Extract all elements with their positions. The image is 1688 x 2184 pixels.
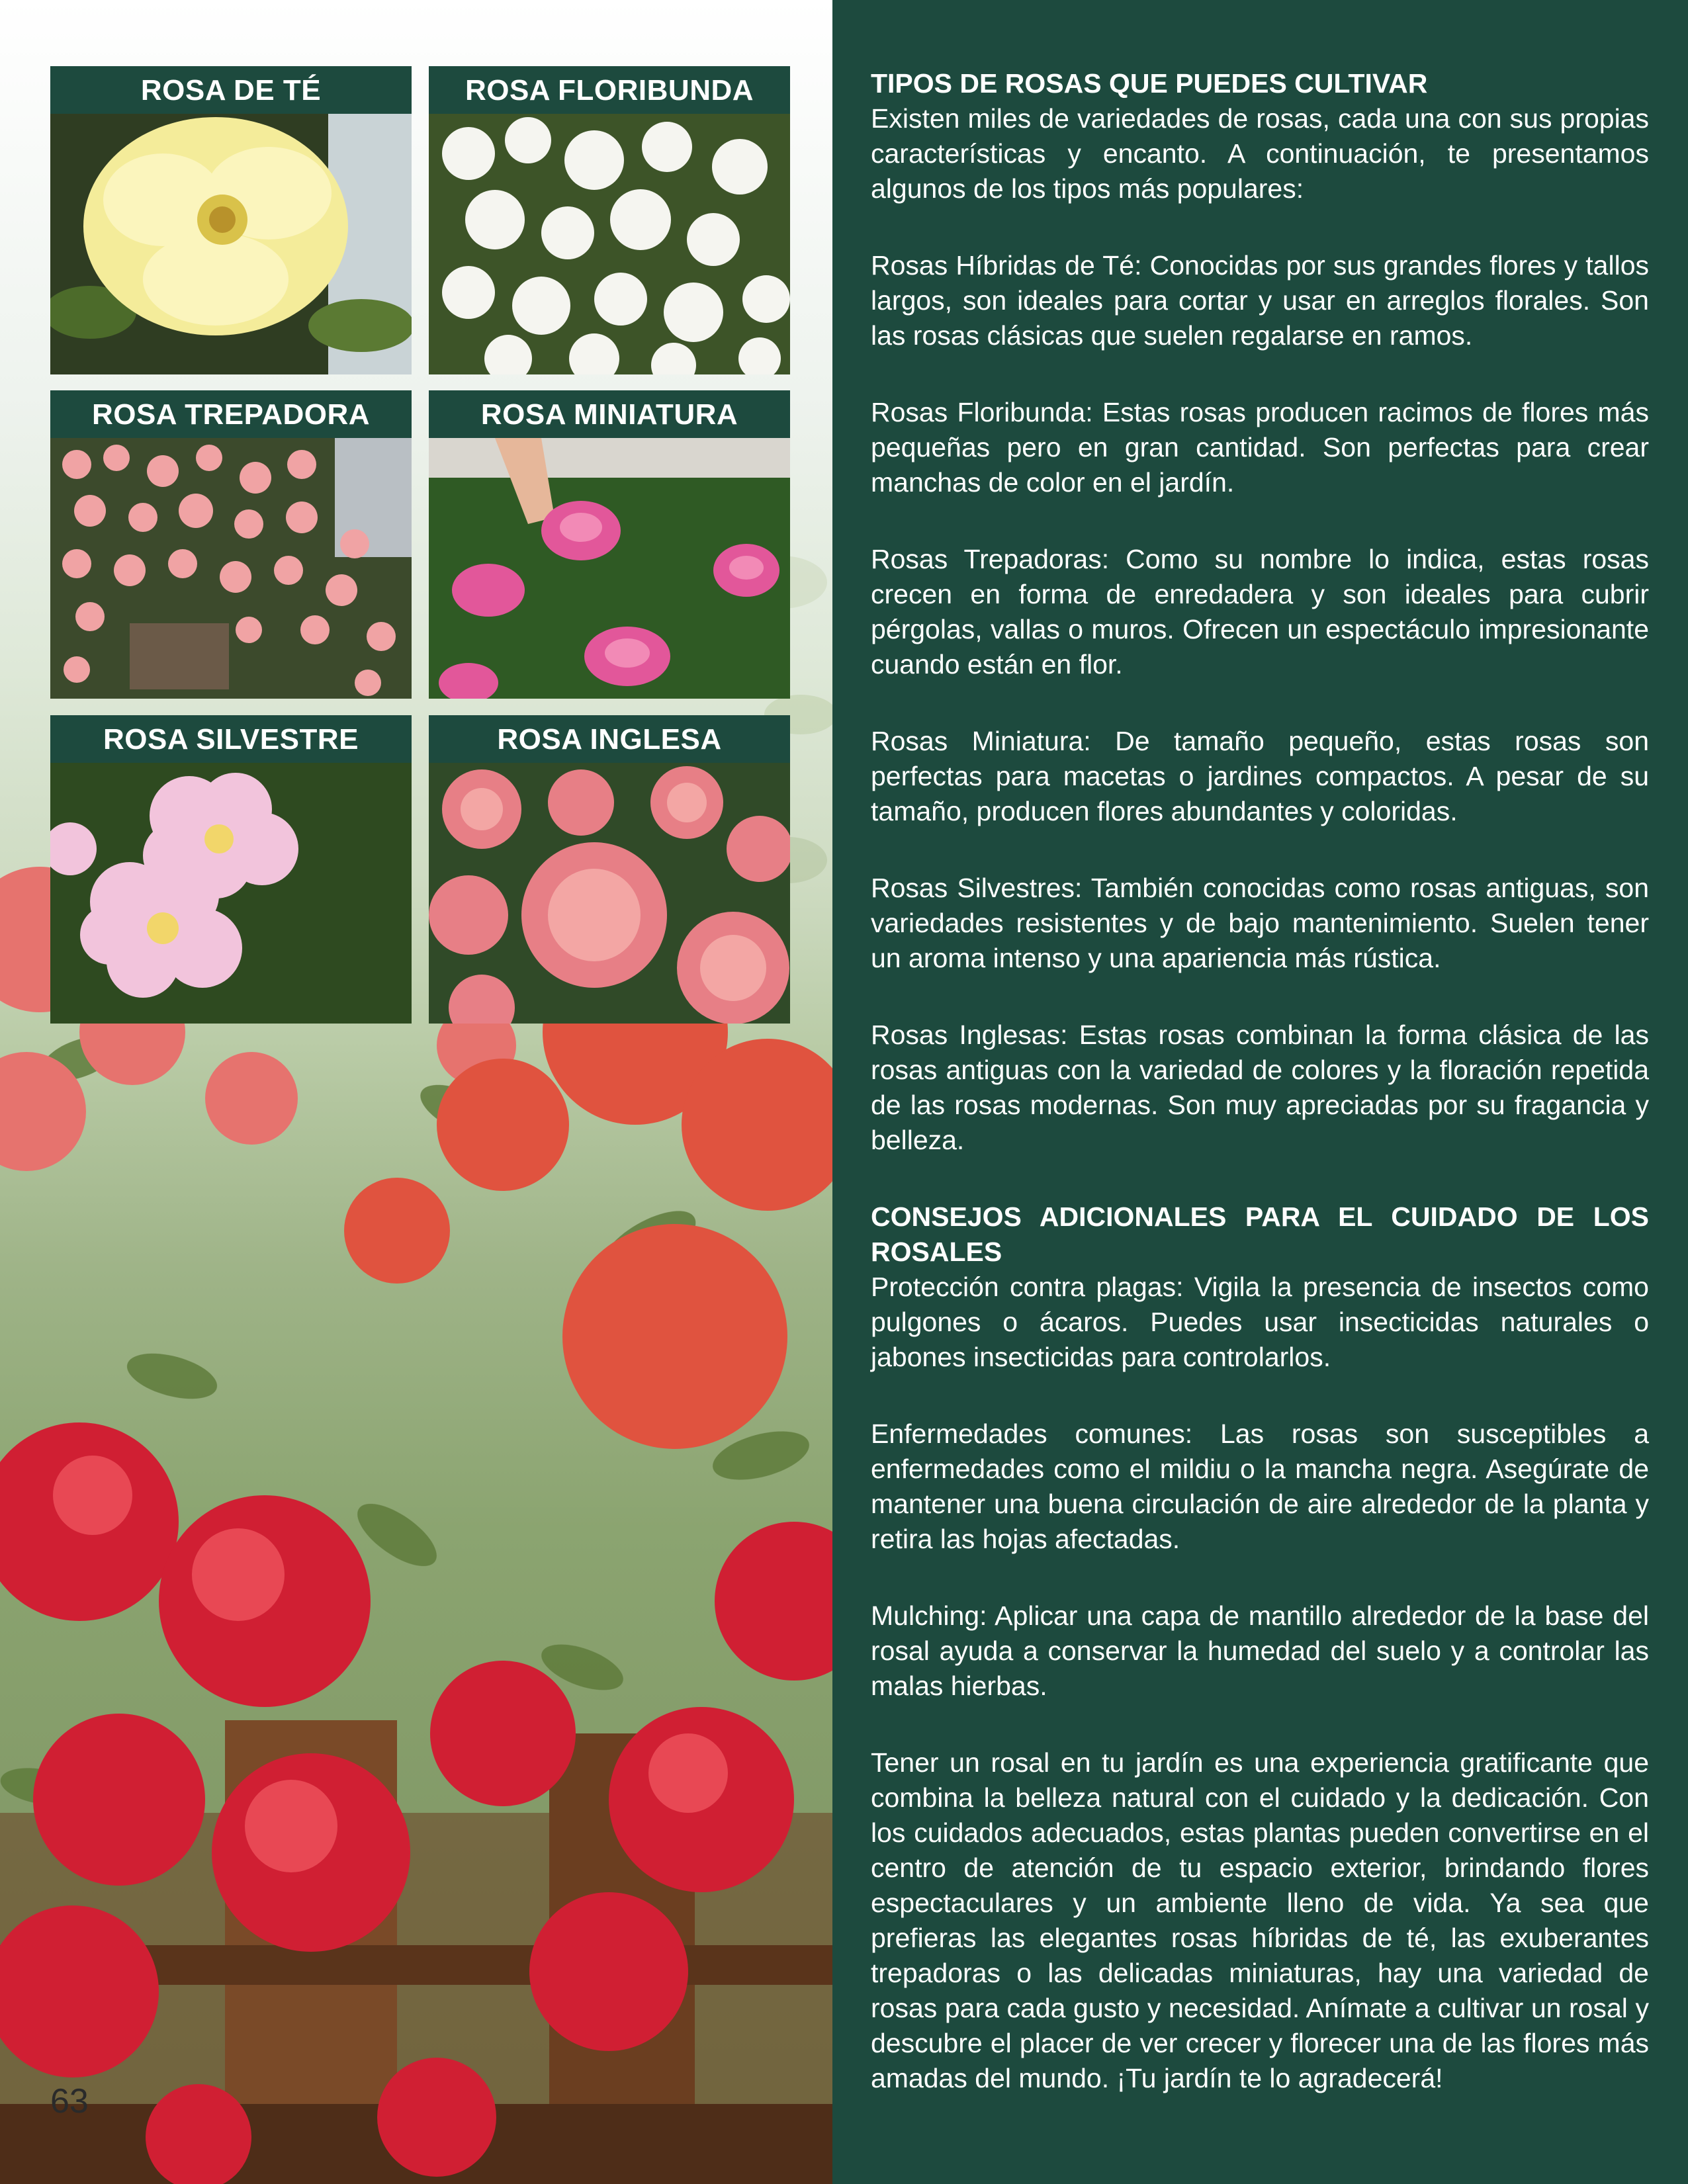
card-rosa-miniatura	[429, 390, 790, 699]
card-rosa-trepadora	[50, 390, 412, 699]
pink-wild-rose-photo	[50, 763, 412, 1024]
card-rosa-floribunda	[429, 66, 790, 374]
paragraph-conclusion: Tener un rosal en tu jardín es una experiencia gratificante que combina la belleza natural con el cuidado y la dedicación. Con los cuidados adecuados, estas plantas pueden convertirse en el centro de atención de tu espacio exterior, brindando flores espectaculares y un ambiente lleno de vida. Ya sea que prefieras las elegantes rosas híbridas de té, las exuberantes trepadoras o las delicadas miniaturas, hay una variedad de rosas para cada gusto y necesidad. Anímate a cultivar un rosal y descubre el placer de ver crecer y florecer una de las flores más amadas del mundo. ¡Tu jardín te lo agradecerá!	[871, 1747, 1649, 2093]
paragraph-enfermedades: Enfermedades comunes: Las rosas son susceptibles a enfermedades como el mildiu o la mancha negra. Asegúrate de mantener una buena circulación de aire alrededor de la planta y retira las hojas afectadas.	[871, 1419, 1649, 1554]
paragraph-plagas: Protección contra plagas: Vigila la presencia de insectos como pulgones o ácaros. Puedes usar insecticidas naturales o jabones insecticidas para controlarlos.	[871, 1272, 1649, 1372]
card-rosa-silvestre	[50, 715, 412, 1024]
text-panel	[832, 0, 1688, 2184]
section-heading-types: TIPOS DE ROSAS QUE PUEDES CULTIVAR	[871, 68, 1428, 99]
white-floribunda-photo	[429, 114, 790, 374]
card-title: ROSA DE TÉ	[140, 74, 322, 107]
card-title: ROSA FLORIBUNDA	[465, 74, 754, 107]
card-rosa-inglesa	[429, 715, 790, 1024]
paragraph-silvestres: Rosas Silvestres: También conocidas como rosas antiguas, son variedades resistentes y de bajo mantenimiento. Suelen tener un aroma intenso y una apariencia más rústica.	[871, 873, 1649, 973]
card-title: ROSA TREPADORA	[91, 398, 371, 431]
card-title: ROSA SILVESTRE	[103, 723, 359, 756]
pink-miniature-rose-photo	[429, 438, 790, 699]
paragraph-mulching: Mulching: Aplicar una capa de mantillo alrededor de la base del rosal ayuda a conservar la humedad del suelo y a controlar las malas hierbas.	[871, 1600, 1649, 1701]
yellow-tea-rose-photo	[50, 114, 412, 374]
paragraph-hibridas-de-te: Rosas Híbridas de Té: Conocidas por sus grandes flores y tallos largos, son ideales para cortar y usar en arreglos florales. Son las rosas clásicas que suelen regalarse en ramos.	[871, 250, 1649, 351]
text-column	[871, 66, 1649, 2096]
pink-climbing-rose-photo	[50, 438, 412, 699]
page-number: 63	[50, 2082, 89, 2120]
card-rosa-de-te	[50, 66, 412, 374]
paragraph-floribunda: Rosas Floribunda: Estas rosas producen racimos de flores más pequeñas pero en gran cantidad. Son perfectas para crear manchas de color en el jardín.	[871, 397, 1649, 498]
card-title: ROSA INGLESA	[497, 723, 722, 756]
left-photo-area	[0, 0, 832, 2184]
pink-english-rose-photo	[429, 763, 790, 1024]
card-title: ROSA MINIATURA	[480, 398, 738, 431]
section-heading-care: CONSEJOS ADICIONALES PARA EL CUIDADO DE LOS ROSALES	[871, 1201, 1649, 1267]
paragraph-inglesas: Rosas Inglesas: Estas rosas combinan la forma clásica de las rosas antiguas con la variedad de colores y la floración repetida de las rosas modernas. Son muy apreciadas por su fragancia y belleza.	[871, 1020, 1649, 1155]
paragraph-trepadoras: Rosas Trepadoras: Como su nombre lo indica, estas rosas crecen en forma de enredadera y son ideales para cubrir pérgolas, vallas o muros. Ofrecen un espectáculo impresionante cuando están en flor.	[871, 544, 1649, 679]
paragraph-miniatura: Rosas Miniatura: De tamaño pequeño, estas rosas son perfectas para macetas o jardines compactos. A pesar de su tamaño, producen flores abundantes y coloridas.	[871, 726, 1649, 826]
intro-paragraph: Existen miles de variedades de rosas, cada una con sus propias características y encanto. A continuación, te presentamos algunos de los tipos más populares:	[871, 103, 1649, 204]
